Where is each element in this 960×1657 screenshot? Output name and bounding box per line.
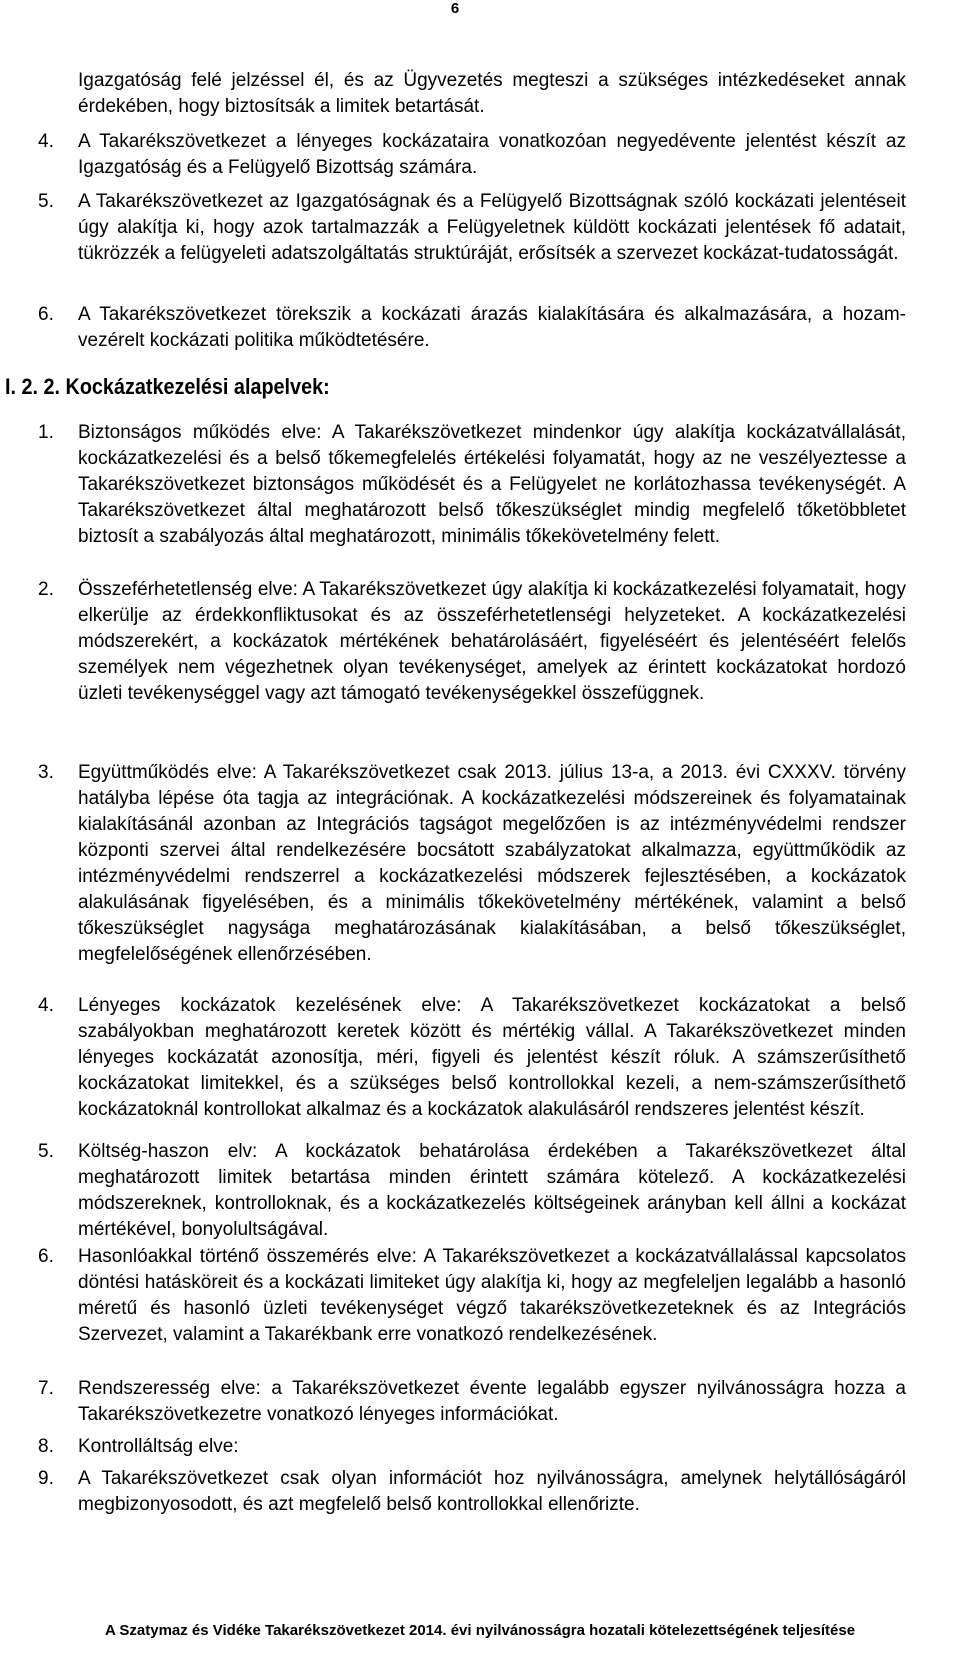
list-item xyxy=(38,420,906,550)
list-item-text: Összeférhetetlenség elve: A Takarékszövetkezet úgy alakítja ki kockázatkezelési folyamatait, hogy elkerülje az érdekkonfliktusokat és az összeférhetetlenségi helyzeteket. A kockázatkezelési módszerekért, a kockázatok mértékének behatárolásáért, figyeléséért és jelentéséért felelős személyek nem végezhetnek olyan tevékenységet, amelyek az érintett kockázatokat hordozó üzleti tevékenységgel vagy azt támogató tevékenységekkel összefüggnek. xyxy=(78,579,906,704)
list-item-text: Hasonlóakkal történő összemérés elve: A Takarékszövetkezet a kockázatvállalással kapcsolatos döntési hatásköreit és a kockázati limiteket úgy alakítja ki, hogy az megfeleljen legalább a hasonló méretű és hasonló üzleti tevékenységet végző takarékszövetkezeteknek és az Integrációs Szervezet, valamint a Takarékbank erre vonatkozó rendelkezésének. xyxy=(78,1246,906,1345)
list-item xyxy=(38,302,906,354)
list-item-number: 5. xyxy=(38,1141,54,1162)
list-item xyxy=(38,1466,906,1518)
list-item-text: A Takarékszövetkezet törekszik a kockázati árazás kialakítására és alkalmazására, a hozam-vezérelt kockázati politika működtetésére. xyxy=(78,304,906,351)
list-item-number: 5. xyxy=(38,191,54,212)
list-item-text: A Takarékszövetkezet a lényeges kockázataira vonatkozóan negyedévente jelentést készít az Igazgatóság és a Felügyelő Bizottság számára. xyxy=(78,131,906,178)
list-item-number: 1. xyxy=(38,422,54,443)
list-item-number: 4. xyxy=(38,131,54,152)
list-item-number: 8. xyxy=(38,1436,54,1457)
list-item-number: 2. xyxy=(38,579,54,600)
page-footer: A Szatymaz és Vidéke Takarékszövetkezet 2014. évi nyilvánosságra hozatali kötelezettségének teljesítése xyxy=(104,1622,856,1639)
list-item-text: A Takarékszövetkezet az Igazgatóságnak és a Felügyelő Bizottságnak szóló kockázati jelentéseit úgy alakítja ki, hogy azok tartalmazzák a Felügyeletnek küldött kockázati jelentések fő adatait, tükrözzék a felügyeleti adatszolgáltatás struktúráját, erősítsék a szervezet kockázat-tudatosságát. xyxy=(78,191,906,264)
section-heading: I. 2. 2. Kockázatkezelési alapelvek: xyxy=(5,374,330,399)
list-item-number: 4. xyxy=(38,995,54,1016)
list-item-text: Kontrolláltság elve: xyxy=(78,1436,239,1457)
list-item xyxy=(38,760,906,968)
list-item xyxy=(38,1139,906,1243)
list-item xyxy=(38,577,906,707)
list-item-number: 7. xyxy=(38,1378,54,1399)
list-item-number: 3. xyxy=(38,762,54,783)
list-item xyxy=(38,993,906,1123)
list-item xyxy=(38,129,906,181)
list-item-text: Lényeges kockázatok kezelésének elve: A Takarékszövetkezet kockázatokat a belső szabályokban meghatározott keretek között és mértékig vállal. A Takarékszövetkezet minden lényeges kockázatát azonosítja, méri, figyeli és jelentést készít róluk. A számszerűsíthető kockázatokat limitekkel, és a szükséges belső kontrollokkal kezeli, a nem-számszerűsíthető kockázatoknál kontrollokat alkalmaz és a kockázatok alakulásáról rendszeres jelentést készít. xyxy=(78,995,906,1120)
list-item xyxy=(38,1244,906,1348)
list-item-text: A Takarékszövetkezet csak olyan információt hoz nyilvánosságra, amelynek helytállóságáról megbizonyosodott, és azt megfelelő belső kontrollokkal ellenőrizte. xyxy=(78,1468,906,1515)
list-item-number: 6. xyxy=(38,1246,54,1267)
list-item xyxy=(38,1376,906,1428)
list-item xyxy=(38,1434,906,1460)
list-item-text: Rendszeresség elve: a Takarékszövetkezet évente legalább egyszer nyilvánosságra hozza a Takarékszövetkezetre vonatkozó lényeges információkat. xyxy=(78,1378,906,1425)
intro-paragraph: Igazgatóság felé jelzéssel él, és az Ügyvezetés megteszi a szükséges intézkedéseket annak érdekében, hogy biztosítsák a limitek betartását. xyxy=(78,70,906,117)
list-item-text: Biztonságos működés elve: A Takarékszövetkezet mindenkor úgy alakítja kockázatvállalását, kockázatkezelési és a belső tőkemegfelelés értékelési folyamatát, hogy az ne veszélyeztesse a Takarékszövetkezet biztonságos működését és a Felügyelet ne korlátozhassa tevékenységét. A Takarékszövetkezet által meghatározott belső tőkeszükséglet mindig megfelelő tőketöbbletet biztosít a szabályozás által meghatározott, minimális tőkekövetelmény felett. xyxy=(78,422,906,547)
page-number: 6 xyxy=(450,0,460,17)
list-item-number: 6. xyxy=(38,304,54,325)
list-item-text: Költség-haszon elv: A kockázatok behatárolása érdekében a Takarékszövetkezet által meghatározott limitek betartása minden érintett számára kötelező. A kockázatkezelési módszereknek, kontrolloknak, és a kockázatkezelés költségeinek arányban kell állni a kockázat mértékével, bonyolultságával. xyxy=(78,1141,906,1240)
list-item xyxy=(38,189,906,267)
list-item-number: 9. xyxy=(38,1468,54,1489)
list-item-text: Együttműködés elve: A Takarékszövetkezet csak 2013. július 13-a, a 2013. évi CXXXV. törvény hatályba lépése óta tagja az integrációnak. A kockázatkezelési módszereinek és folyamatainak kialakításánál azonban az Integrációs tagságot megelőzően is az intézményvédelmi rendszer központi szervei által rendelkezésére bocsátott szabályzatokat alkalmazza, együttműködik az intézményvédelmi rendszerrel a kockázatkezelési módszerek fejlesztésében, a kockázatok alakulásának figyelésében, és a minimális tőkekövetelmény mértékének, valamint a belső tőkeszükséglet nagysága meghatározásának kialakításában, a belső tőkeszükséglet, megfelelőségének ellenőrzésében. xyxy=(78,762,906,965)
